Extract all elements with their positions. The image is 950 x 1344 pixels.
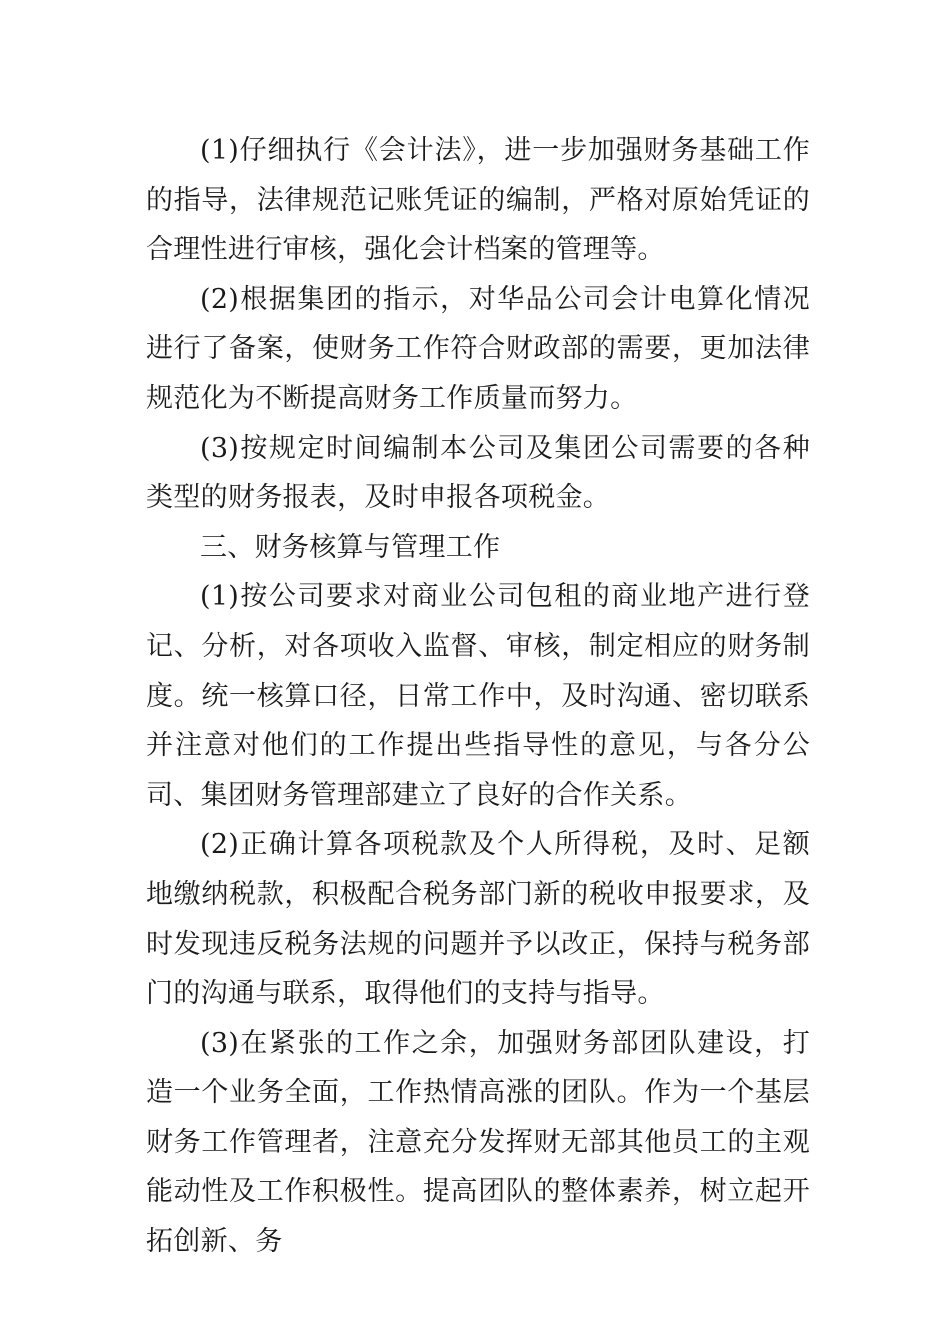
paragraph-financial-statements: (3)按规定时间编制本公司及集团公司需要的各种类型的财务报表，及时申报各项税金。 — [146, 432, 810, 514]
document-body — [146, 126, 810, 1267]
paragraph-computerized-accounting: (2)根据集团的指示，对华品公司会计电算化情况进行了备案，使财务工作符合财政部的需要，更加法律规范化为不断提高财务工作质量而努力。 — [146, 283, 810, 414]
section-heading: 三、财务核算与管理工作 — [200, 531, 501, 563]
paragraph-commercial-property: (1)按公司要求对商业公司包租的商业地产进行登记、分析，对各项收入监督、审核，制定相应的财务制度。统一核算口径，日常工作中，及时沟通、密切联系并注意对他们的工作提出些指导性的意见，与各分公司、集团财务管理部建立了良好的合作关系。 — [146, 581, 810, 811]
paragraph-team-building: (3)在紧张的工作之余，加强财务部团队建设，打造一个业务全面，工作热情高涨的团队。作为一个基层财务工作管理者，注意充分发挥财无部其他员工的主观能动性及工作积极性。提高团队的整体素养，树立起开拓创新、务 — [146, 1027, 810, 1258]
paragraph-accounting-law: (1)仔细执行《会计法》，进一步加强财务基础工作的指导，法律规范记账凭证的编制，严格对原始凭证的合理性进行审核，强化会计档案的管理等。 — [146, 135, 810, 266]
paragraph-tax-payment: (2)正确计算各项税款及个人所得税，及时、足额地缴纳税款，积极配合税务部门新的税收申报要求，及时发现违反税务法规的问题并予以改正，保持与税务部门的沟通与联系，取得他们的支持与指导。 — [146, 829, 810, 1010]
